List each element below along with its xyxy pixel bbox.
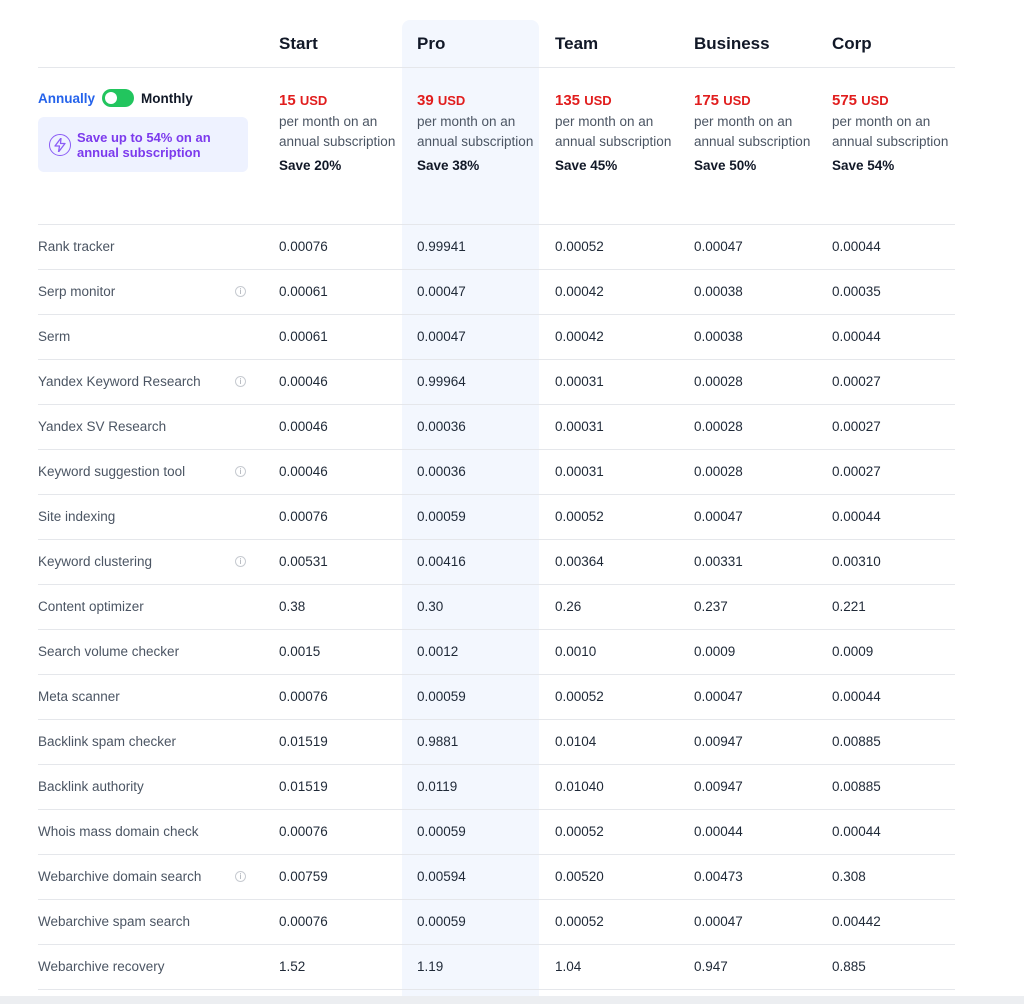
price-per-unit-cell: 0.00076 bbox=[279, 914, 328, 929]
price-per-unit-cell: 0.00310 bbox=[832, 554, 881, 569]
price-value: 175 USD bbox=[694, 92, 751, 109]
lightning-bolt-icon bbox=[49, 134, 71, 156]
feature-name: Whois mass domain check bbox=[38, 824, 199, 839]
price-per-unit-cell: 0.0119 bbox=[417, 779, 458, 794]
table-row bbox=[38, 945, 955, 990]
price-per-unit-cell: 0.26 bbox=[555, 599, 582, 614]
price-description: per month on an annual subscription bbox=[555, 114, 672, 149]
price-per-unit-cell: 0.00047 bbox=[417, 329, 466, 344]
feature-name: Backlink spam checker bbox=[38, 734, 177, 749]
price-per-unit-cell: 1.04 bbox=[555, 959, 582, 974]
price-per-unit-cell: 0.00028 bbox=[694, 464, 743, 479]
price-per-unit-cell: 0.00052 bbox=[555, 689, 604, 704]
plan-header-row bbox=[38, 0, 955, 68]
price-per-unit-cell: 0.00028 bbox=[694, 374, 743, 389]
price-per-unit-cell: 0.00520 bbox=[555, 869, 604, 884]
price-per-unit-cell: 0.00036 bbox=[417, 464, 466, 479]
price-per-unit-cell: 0.01519 bbox=[279, 779, 328, 794]
savings-text: Save up to 54% on an annual subscription bbox=[77, 129, 211, 160]
table-row bbox=[38, 810, 955, 855]
feature-rows bbox=[38, 225, 955, 990]
price-per-unit-cell: 0.00531 bbox=[279, 554, 328, 569]
price-per-unit-cell: 0.00331 bbox=[694, 554, 743, 569]
save-percent: Save 50% bbox=[694, 158, 757, 173]
price-per-unit-cell: 0.00364 bbox=[555, 554, 604, 569]
price-per-unit-cell: 0.00059 bbox=[417, 509, 466, 524]
feature-name: Webarchive recovery bbox=[38, 959, 165, 974]
info-circle-icon[interactable]: i bbox=[235, 556, 246, 567]
price-per-unit-cell: 0.00047 bbox=[694, 509, 743, 524]
table-row bbox=[38, 360, 955, 405]
price-per-unit-cell: 0.00031 bbox=[555, 464, 604, 479]
feature-name: Keyword clustering bbox=[38, 554, 153, 569]
price-per-unit-cell: 0.00044 bbox=[694, 824, 743, 839]
price-per-unit-cell: 0.00416 bbox=[417, 554, 466, 569]
save-percent: Save 20% bbox=[279, 158, 342, 173]
billing-toggle-group bbox=[38, 88, 193, 108]
price-cell-start bbox=[279, 92, 399, 173]
save-percent: Save 54% bbox=[832, 158, 895, 173]
plan-name-pro: Pro bbox=[417, 34, 446, 53]
feature-name: Yandex SV Research bbox=[38, 419, 167, 434]
table-row bbox=[38, 540, 955, 585]
price-per-unit-cell: 0.00759 bbox=[279, 869, 328, 884]
table-row bbox=[38, 315, 955, 360]
table-row bbox=[38, 900, 955, 945]
price-per-unit-cell: 0.00027 bbox=[832, 464, 881, 479]
price-row bbox=[38, 68, 955, 225]
price-value: 135 USD bbox=[555, 92, 612, 109]
price-per-unit-cell: 0.00031 bbox=[555, 374, 604, 389]
table-row bbox=[38, 720, 955, 765]
table-row bbox=[38, 225, 955, 270]
table-row bbox=[38, 585, 955, 630]
price-per-unit-cell: 0.00027 bbox=[832, 419, 881, 434]
feature-name: Keyword suggestion tool bbox=[38, 464, 186, 479]
price-per-unit-cell: 0.00038 bbox=[694, 329, 743, 344]
save-percent: Save 38% bbox=[417, 158, 480, 173]
price-per-unit-cell: 0.00052 bbox=[555, 239, 604, 254]
price-per-unit-cell: 0.00076 bbox=[279, 239, 328, 254]
info-circle-icon[interactable]: i bbox=[235, 286, 246, 297]
feature-name: Serp monitor bbox=[38, 284, 116, 299]
feature-name: Meta scanner bbox=[38, 689, 120, 704]
plan-name-corp: Corp bbox=[832, 34, 872, 53]
price-per-unit-cell: 0.0104 bbox=[555, 734, 597, 749]
price-per-unit-cell: 0.0010 bbox=[555, 644, 597, 659]
price-per-unit-cell: 0.00028 bbox=[694, 419, 743, 434]
price-per-unit-cell: 0.00047 bbox=[694, 689, 743, 704]
table-row bbox=[38, 270, 955, 315]
bottom-border bbox=[0, 996, 1024, 1004]
price-per-unit-cell: 0.00038 bbox=[694, 284, 743, 299]
table-row bbox=[38, 495, 955, 540]
feature-name: Rank tracker bbox=[38, 239, 115, 254]
price-per-unit-cell: 0.00047 bbox=[417, 284, 466, 299]
plan-name-team: Team bbox=[555, 34, 599, 53]
price-per-unit-cell: 0.00046 bbox=[279, 419, 328, 434]
price-per-unit-cell: 0.00052 bbox=[555, 824, 604, 839]
price-per-unit-cell: 0.00044 bbox=[832, 824, 881, 839]
price-cell-corp bbox=[832, 92, 952, 173]
price-per-unit-cell: 0.30 bbox=[417, 599, 444, 614]
price-per-unit-cell: 0.308 bbox=[832, 869, 866, 884]
price-per-unit-cell: 0.00061 bbox=[279, 284, 328, 299]
plan-name-business: Business bbox=[694, 34, 770, 53]
table-row bbox=[38, 630, 955, 675]
feature-name: Site indexing bbox=[38, 509, 116, 524]
price-per-unit-cell: 0.00059 bbox=[417, 824, 466, 839]
feature-name: Webarchive spam search bbox=[38, 914, 191, 929]
price-per-unit-cell: 0.00046 bbox=[279, 464, 328, 479]
feature-name: Content optimizer bbox=[38, 599, 144, 614]
price-per-unit-cell: 0.00047 bbox=[694, 239, 743, 254]
price-per-unit-cell: 0.00046 bbox=[279, 374, 328, 389]
price-per-unit-cell: 0.01519 bbox=[279, 734, 328, 749]
price-per-unit-cell: 0.00036 bbox=[417, 419, 466, 434]
price-per-unit-cell: 0.0009 bbox=[694, 644, 736, 659]
price-per-unit-cell: 0.221 bbox=[832, 599, 866, 614]
price-per-unit-cell: 0.947 bbox=[694, 959, 728, 974]
price-per-unit-cell: 0.00044 bbox=[832, 329, 881, 344]
price-per-unit-cell: 0.00947 bbox=[694, 779, 743, 794]
table-row bbox=[38, 855, 955, 900]
price-per-unit-cell: 0.00076 bbox=[279, 689, 328, 704]
price-per-unit-cell: 0.00594 bbox=[417, 869, 466, 884]
table-row bbox=[38, 765, 955, 810]
price-per-unit-cell: 0.00885 bbox=[832, 734, 881, 749]
price-per-unit-cell: 0.38 bbox=[279, 599, 306, 614]
monthly-label[interactable]: Monthly bbox=[141, 90, 193, 106]
price-per-unit-cell: 0.00947 bbox=[694, 734, 743, 749]
price-cell-business bbox=[694, 92, 814, 173]
info-circle-icon[interactable]: i bbox=[235, 376, 246, 387]
price-description: per month on an annual subscription bbox=[279, 114, 396, 149]
price-per-unit-cell: 0.00473 bbox=[694, 869, 743, 884]
price-per-unit-cell: 0.00044 bbox=[832, 689, 881, 704]
price-per-unit-cell: 0.99941 bbox=[417, 239, 466, 254]
price-value: 575 USD bbox=[832, 92, 889, 109]
price-per-unit-cell: 0.00059 bbox=[417, 914, 466, 929]
feature-name: Backlink authority bbox=[38, 779, 144, 794]
price-per-unit-cell: 0.00027 bbox=[832, 374, 881, 389]
info-circle-icon[interactable]: i bbox=[235, 871, 246, 882]
price-per-unit-cell: 1.19 bbox=[417, 959, 444, 974]
price-per-unit-cell: 0.00885 bbox=[832, 779, 881, 794]
price-description: per month on an annual subscription bbox=[832, 114, 949, 149]
price-per-unit-cell: 0.00052 bbox=[555, 509, 604, 524]
table-row bbox=[38, 450, 955, 495]
price-per-unit-cell: 0.885 bbox=[832, 959, 866, 974]
price-per-unit-cell: 0.00059 bbox=[417, 689, 466, 704]
price-per-unit-cell: 0.0012 bbox=[417, 644, 459, 659]
price-per-unit-cell: 0.00076 bbox=[279, 824, 328, 839]
price-per-unit-cell: 1.52 bbox=[279, 959, 306, 974]
price-per-unit-cell: 0.9881 bbox=[417, 734, 459, 749]
price-per-unit-cell: 0.00035 bbox=[832, 284, 881, 299]
price-per-unit-cell: 0.01040 bbox=[555, 779, 604, 794]
table-row bbox=[38, 405, 955, 450]
price-per-unit-cell: 0.00042 bbox=[555, 329, 604, 344]
price-value: 15 USD bbox=[279, 92, 328, 109]
annual-savings-banner bbox=[38, 117, 248, 172]
info-circle-icon[interactable]: i bbox=[235, 466, 246, 477]
price-per-unit-cell: 0.99964 bbox=[417, 374, 466, 389]
price-per-unit-cell: 0.00047 bbox=[694, 914, 743, 929]
price-value: 39 USD bbox=[417, 92, 466, 109]
price-per-unit-cell: 0.00031 bbox=[555, 419, 604, 434]
price-per-unit-cell: 0.00052 bbox=[555, 914, 604, 929]
price-description: per month on an annual subscription bbox=[694, 114, 811, 149]
price-per-unit-cell: 0.00044 bbox=[832, 509, 881, 524]
feature-name: Search volume checker bbox=[38, 644, 180, 659]
price-description: per month on an annual subscription bbox=[417, 114, 534, 149]
price-per-unit-cell: 0.0009 bbox=[832, 644, 874, 659]
feature-name: Webarchive domain search bbox=[38, 869, 202, 884]
feature-name: Yandex Keyword Research bbox=[38, 374, 201, 389]
price-per-unit-cell: 0.00061 bbox=[279, 329, 328, 344]
divider bbox=[38, 989, 955, 990]
pricing-table bbox=[38, 0, 955, 990]
table-row bbox=[38, 675, 955, 720]
annually-label[interactable]: Annually bbox=[38, 90, 96, 106]
price-per-unit-cell: 0.0015 bbox=[279, 644, 321, 659]
price-cell-team bbox=[555, 92, 675, 173]
billing-period-toggle[interactable] bbox=[102, 89, 134, 107]
save-percent: Save 45% bbox=[555, 158, 618, 173]
price-per-unit-cell: 0.237 bbox=[694, 599, 728, 614]
feature-name: Serm bbox=[38, 329, 71, 344]
price-per-unit-cell: 0.00044 bbox=[832, 239, 881, 254]
plan-name-start: Start bbox=[279, 34, 318, 53]
price-per-unit-cell: 0.00076 bbox=[279, 509, 328, 524]
price-per-unit-cell: 0.00442 bbox=[832, 914, 881, 929]
price-cell-pro bbox=[417, 92, 537, 173]
price-per-unit-cell: 0.00042 bbox=[555, 284, 604, 299]
